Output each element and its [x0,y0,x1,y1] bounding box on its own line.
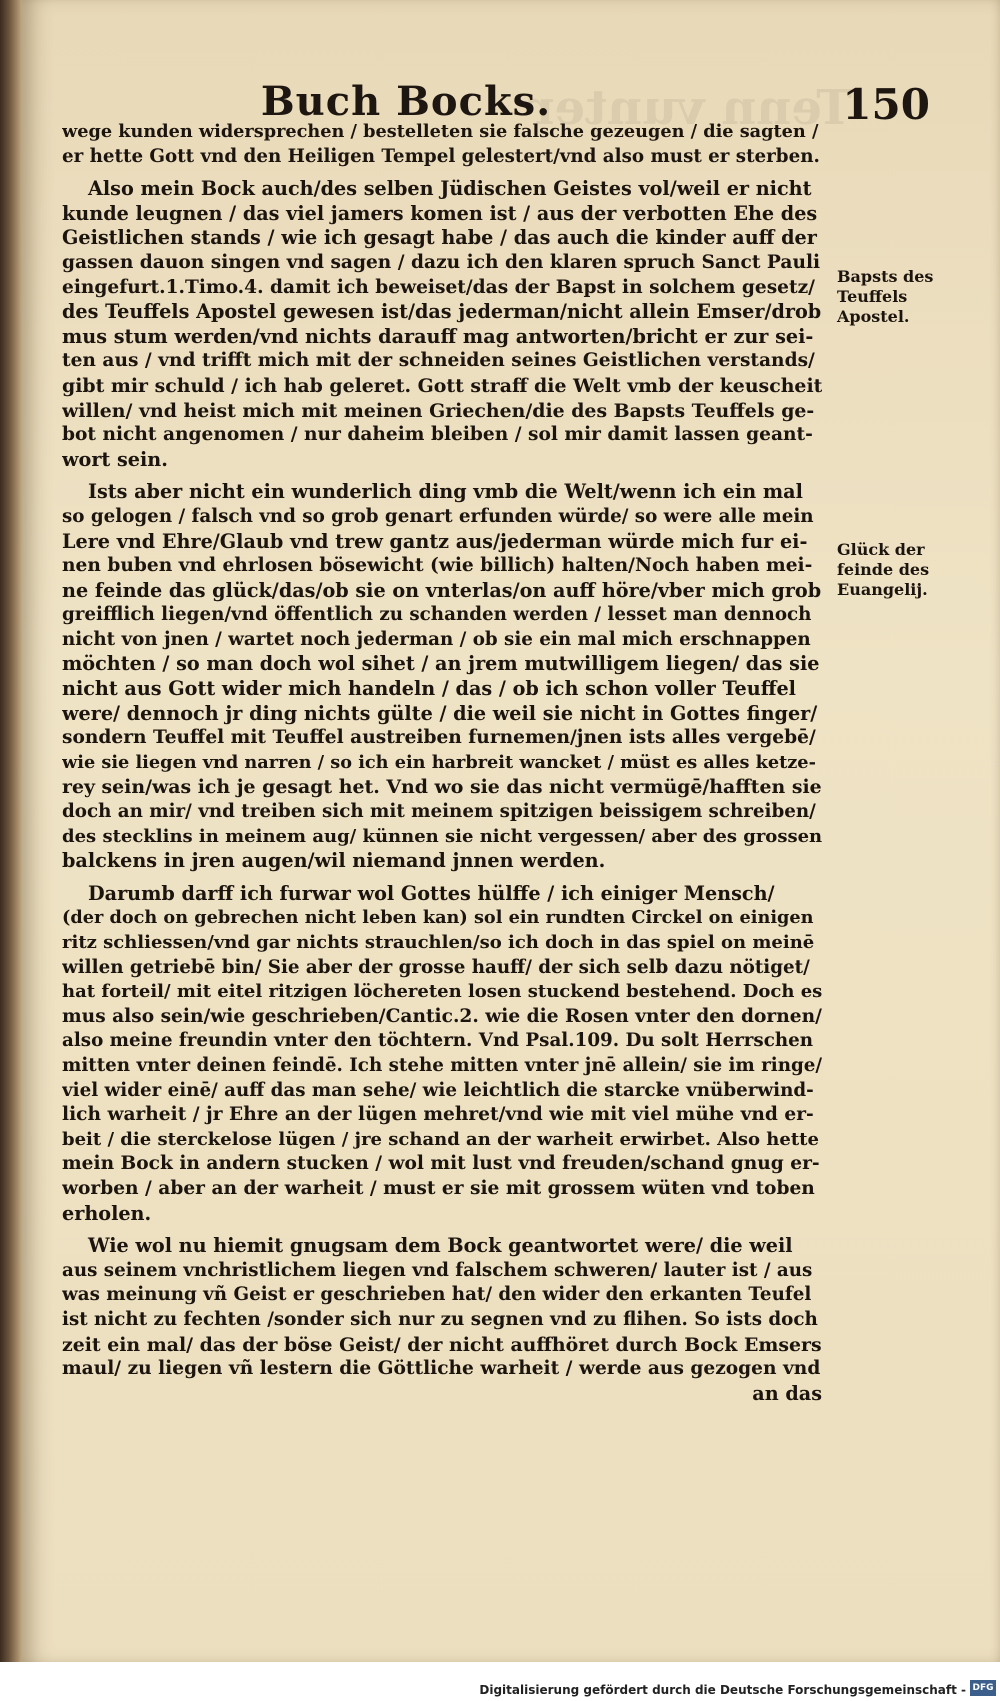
text-line: (der doch on gebrechen nicht leben kan) sol ein rundten Circkel on einigen [62,907,814,929]
text-line: aus seinem vnchristlichem liegen vnd falschem schweren/ lauter ist / aus [62,1259,813,1281]
text-line: were/ dennoch jr ding nichts gülte / die weil sie nicht in Gottes finger/ [62,701,818,725]
paragraph-gap [62,874,822,882]
funding-credit: Digitalisierung gefördert durch die Deutsche Forschungsgemeinschaft - [479,1683,966,1697]
text-line: so gelogen / falsch vnd so grob genart erfunden würde/ so were alle mein [62,505,814,527]
text-line: ne feinde das glück/das/ob sie on vnterlas/on auff höre/vber mich grob [62,578,822,602]
text-line: doch an mir/ vnd treiben sich mit meinem spitzigen beissigem schreiben/ [62,801,816,823]
marginal-line: Euangelij. [837,580,928,599]
text-line: bot nicht angenomen / nur daheim bleiben / sol mir damit lassen geant- [62,424,813,446]
text-line: Geistlichen stands / wie ich gesagt habe / das auch die kinder auff der [62,226,817,250]
text-line: mitten vnter deinen feindē. Ich stehe mitten vnter jnē allein/ sie im ringe/ [62,1054,822,1076]
bleed-through-text: Tenn vunter [529,80,852,136]
marginal-line: Teuffels [837,287,908,306]
marginal-line: Apostel. [837,307,910,326]
text-line: viel wider einē/ auff das man sehe/ wie leichtlich die starcke vnüberwind- [62,1079,814,1101]
text-line: also meine freundin vnter den töchtern. Vnd Psal.109. Du solt Herrschen [62,1030,814,1052]
paragraph-gap [62,169,822,177]
text-line: des Teuffels Apostel gewesen ist/das jederman/nicht allein Emser/drob [62,300,822,324]
text-line: ten aus / vnd trifft mich mit der schneiden seines Geistlichen verstands/ [62,350,815,372]
marginal-line: Glück der [837,540,925,559]
text-line: hat forteil/ mit eitel ritzigen löchereten losen stuckend bestehend. Doch es [62,981,822,1003]
text-line: an das [752,1381,822,1405]
text-line: greifflich liegen/vnd öffentlich zu schanden werden / lesset man dennoch [62,604,812,626]
text-line: eingefurt.1.Timo.4. damit ich beweiset/das der Bapst in solchem gesetz/ [62,276,815,298]
text-line: lich warheit / jr Ehre an der lügen mehret/vnd wie mit viel mühe vnd er- [62,1104,814,1126]
text-line: willen getriebē bin/ Sie aber der grosse hauff/ der sich selb dazu nötiget/ [62,956,810,978]
text-line: beit / die sterckelose lügen / jre schand an der warheit erwirbet. Also hette [62,1128,819,1150]
text-line: worben / aber an der warheit / must er sie mit grossem wüten vnd toben [62,1177,815,1199]
running-head-text: Buch Bocks. [260,78,552,125]
text-line: Ists aber nicht ein wunderlich ding vmb die Welt/wenn ich ein mal [88,480,803,504]
page-number: 150 [842,80,930,129]
marginal-note-bapsts [837,267,977,327]
text-line: des stecklins in meinem aug/ künnen sie nicht vergessen/ aber des grossen [62,825,822,847]
text-line: nicht aus Gott wider mich handeln / das / ob ich schon voller Teuffel [62,677,796,701]
text-line: willen/ vnd heist mich mit meinen Griechen/die des Bapsts Teuffels ge- [62,399,815,422]
text-line: nen buben vnd ehrlosen bösewicht (wie billich) halten/Noch haben mei- [62,555,813,577]
text-line: gassen dauon singen vnd sagen / dazu ich den klaren spruch Sanct Pauli [62,251,821,273]
text-line: mus also sein/wie geschrieben/Cantic.2. wie die Rosen vnter den dornen/ [62,1005,822,1027]
text-line: möchten / so man doch wol sihet / an jrem mutwilligem liegen/ das sie [62,652,820,676]
text-line: ritz schliessen/vnd gar nichts strauchlen/so ich doch in das spiel on meinē [62,932,815,953]
text-line: Wie wol nu hiemit gnugsam dem Bock geantwortet were/ die weil [88,1234,793,1258]
text-line: mus stum werden/vnd nichts darauff mag antworten/bricht er zur sei- [62,324,814,348]
text-line: zeit ein mal/ das der böse Geist/ der nicht auffhöret durch Bock Emsers [62,1333,822,1356]
text-line: rey sein/was ich je gesagt het. Vnd wo sie das nicht vermügē/hafften sie [62,776,822,799]
text-line: er hette Gott vnd den Heiligen Tempel gelestert/vnd also must er sterben. [62,145,820,167]
dfg-logo: DFG [970,1680,996,1696]
text-line: kunde leugnen / das viel jamers komen ist / aus der verbotten Ehe des [62,201,818,225]
text-line: sondern Teuffel mit Teuffel austreiben furnemen/jnen ists alles vergebē/ [62,727,816,749]
marginal-line: feinde des [837,560,930,579]
text-line: mein Bock in andern stucken / wol mit lust vnd freuden/schand gnug er- [62,1153,820,1175]
paragraph-gap [62,472,822,480]
text-line: Also mein Bock auch/des selben Jüdischen Geistes vol/weil er nicht [88,177,812,201]
book-page [22,0,1000,1662]
text-line: wort sein. [62,447,168,471]
text-line: was meinung vñ Geist er geschrieben hat/ den wider den erkanten Teufel [62,1284,812,1306]
paragraph-gap [62,1226,822,1234]
text-line: wege kunden widersprechen / bestelleten sie falsche gezeugen / die sagten / [62,121,819,142]
marginal-line: Bapsts des [837,267,934,286]
text-line: Lere vnd Ehre/Glaub vnd trew gantz aus/jederman würde mich fur ei- [62,529,808,553]
text-line: maul/ zu liegen vñ lestern die Göttliche warheit / werde aus gezogen vnd [62,1358,821,1380]
text-line: nicht von jnen / wartet noch jederman / ob sie ein mal mich erschnappen [62,628,811,650]
text-line: wie sie liegen vnd narren / so ich ein harbreit wancket / müst es alles ketze- [62,751,816,773]
text-line: gibt mir schuld / ich hab geleret. Gott straff die Welt vmb der keuscheit [62,374,822,397]
text-line: erholen. [62,1201,152,1225]
text-line: ist nicht zu fechten /sonder sich nur zu segnen vnd zu flihen. So ists doch [62,1308,818,1330]
marginal-note-glueck [837,540,977,600]
text-line: balckens in jren augen/wil niemand jnnen werden. [62,849,606,873]
main-text-block [62,120,822,1406]
text-line: Darumb darff ich furwar wol Gottes hülffe / ich einiger Mensch/ [88,881,775,905]
